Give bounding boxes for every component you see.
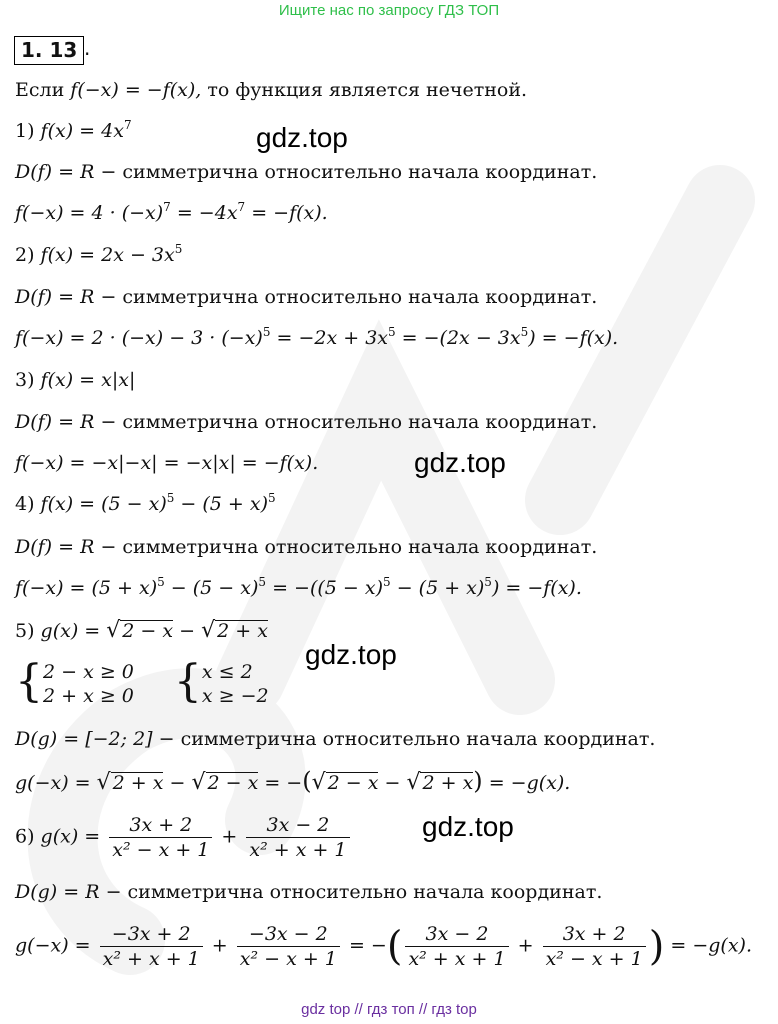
item-2-calc: $f(-x) = 2 \cdot (-x) - 3 \cdot (-x)^5 = -2x + 3x^5 = -(2x - 3x^5) = -f(x)$. — [15, 325, 619, 349]
item-1-function: 1) $f(x) = 4x^7$ — [15, 118, 132, 142]
system-2: x ≤ 2 x ≥ −2 — [201, 661, 269, 707]
system-1: 2 − x ≥ 0 2 + x ≥ 0 — [43, 661, 134, 707]
item-4-calc: $f(-x) = (5 + x)^5 - (5 - x)^5 = -((5 - x)^5 - (5 + x)^5) = -f(x)$. — [15, 575, 582, 599]
item-3-function: 3) f(x) = x|x| — [15, 369, 136, 391]
intro-line: Если f(−x) = −f(x), то функция является нечетной. — [15, 79, 528, 101]
item-5-domain: D(g) = [−2; 2] − симметрична относительно начала координат. — [15, 728, 656, 750]
item-5-function: 5) g(x) = √ 2 − x − √ 2 + x — [15, 618, 268, 643]
problem-number-dot: . — [84, 36, 91, 60]
item-2-domain: D(f) = R − симметрична относительно начала координат. — [15, 286, 598, 308]
item-1-domain: D(f) = R − симметрична относительно начала координат. — [15, 161, 598, 183]
item-6-calc: g(−x) = $\frac{-3x + 2}{\text{x² + x + 1}}$ + $\frac{-3x - 2}{\text{x² − x + 1}}$ = −( $\frac{3x - 2}{\text{x² + x + 1}}$ + $\frac{3x + 2}{\text{x² − x + 1}}$ ) = −g(x). — [15, 923, 752, 970]
item-4-domain: D(f) = R − симметрична относительно начала координат. — [15, 536, 598, 558]
item-6-domain: D(g) = R − симметрична относительно начала координат. — [15, 881, 603, 903]
item-6-function: 6) g(x) = $\frac{3x + 2}{\text{x² − x + 1}}$ + $\frac{3x - 2}{\text{x² + x + 1}}$ — [15, 813, 353, 862]
top-banner: Ищите нас по запросу ГДЗ ТОП — [278, 2, 500, 19]
item-5-calc: g(−x) = √ 2 + x − √ 2 − x = −(√ 2 − x − √ 2 + x) = −g(x). — [15, 767, 571, 795]
watermark-gdz: gdz.top — [414, 447, 506, 478]
watermark-gdz: gdz.top — [305, 639, 397, 670]
item-5-systems: { 2 − x ≥ 0 2 + x ≥ 0 { x ≤ 2 x ≥ −2 — [15, 656, 269, 707]
watermark-gdz: gdz.top — [422, 811, 514, 842]
watermark-gdz: gdz.top — [256, 122, 348, 153]
problem-number: 1. 13 — [14, 36, 84, 65]
footer-links[interactable]: gdz top // гдз топ // гдз top — [301, 1001, 477, 1018]
item-3-calc: f(−x) = −x|−x| = −x|x| = −f(x). — [15, 452, 319, 474]
item-3-domain: D(f) = R − симметрична относительно начала координат. — [15, 411, 598, 433]
item-4-function: 4) $f(x) = (5 - x)^5 - (5 + x)^5$ — [15, 491, 276, 515]
item-2-function: 2) $f(x) = 2x - 3x^5$ — [15, 242, 183, 266]
item-1-calc: $f(-x) = 4 \cdot (-x)^7 = -4x^7 = -f(x)$. — [15, 200, 328, 224]
